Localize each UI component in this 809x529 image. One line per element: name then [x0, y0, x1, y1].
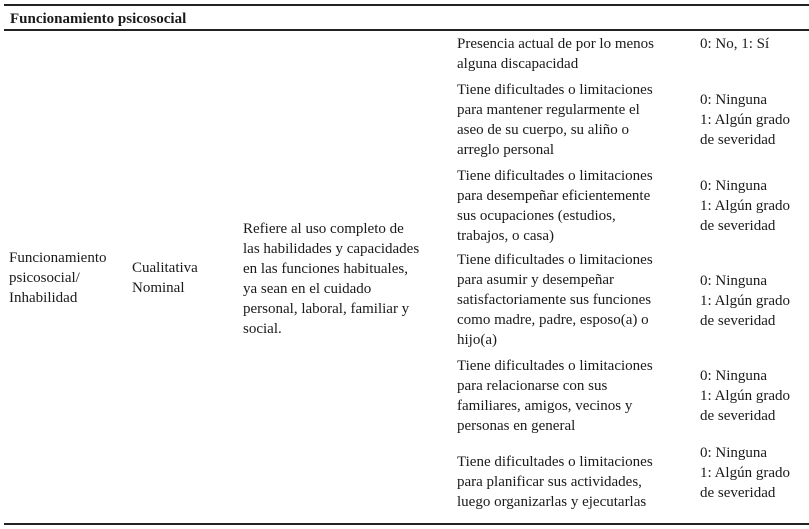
text-line: Funcionamiento	[9, 250, 107, 266]
text-line: para desempeñar eficientemente	[457, 188, 651, 204]
text-line: como madre, padre, esposo(a) o	[457, 312, 649, 328]
text-line: social.	[243, 321, 282, 337]
text-line: de severidad	[700, 132, 776, 148]
text-line: Tiene dificultades o limitaciones	[457, 168, 653, 184]
text-line: para mantener regularmente el	[457, 102, 640, 118]
section-rule	[4, 29, 809, 31]
text-line: 0: Ninguna	[700, 178, 768, 194]
text-line: para relacionarse con sus	[457, 378, 608, 394]
text-line: Tiene dificultades o limitaciones	[457, 82, 653, 98]
table-top-rule	[4, 4, 809, 6]
item-answer	[700, 176, 808, 236]
text-line: aseo de su cuerpo, su aliño o	[457, 122, 630, 138]
text-line: 1: Algún grado	[700, 388, 790, 404]
table-bottom-rule	[4, 523, 809, 525]
text-line: alguna discapacidad	[457, 56, 579, 72]
variable-definition	[243, 219, 443, 339]
text-line: 1: Algún grado	[700, 112, 790, 128]
text-line: de severidad	[700, 313, 776, 329]
item-answer	[700, 271, 808, 331]
text-line: Inhabilidad	[9, 290, 78, 306]
text-line: Tiene dificultades o limitaciones	[457, 454, 653, 470]
text-line: 1: Algún grado	[700, 198, 790, 214]
text-line: luego organizarlas y ejecutarlas	[457, 494, 647, 510]
text-line: de severidad	[700, 485, 776, 501]
text-line: 0: Ninguna	[700, 368, 768, 384]
text-line: 0: Ninguna	[700, 92, 768, 108]
section-title: Funcionamiento psicosocial	[10, 11, 187, 27]
text-line: en las funciones habituales,	[243, 261, 408, 277]
item-question	[457, 356, 682, 436]
variable-type	[132, 258, 232, 298]
item-answer	[700, 34, 808, 54]
text-line: personas en general	[457, 418, 576, 434]
text-line: para planificar sus actividades,	[457, 474, 642, 490]
item-answer	[700, 443, 808, 503]
text-line: trabajos, o casa)	[457, 228, 555, 244]
text-line: Presencia actual de por lo menos	[457, 36, 655, 52]
text-line: ya sean en el cuidado	[243, 281, 372, 297]
item-question	[457, 250, 682, 350]
text-line: hijo(a)	[457, 332, 497, 348]
text-line: las habilidades y capacidades	[243, 241, 420, 257]
text-line: 0: Ninguna	[700, 273, 768, 289]
text-line: Tiene dificultades o limitaciones	[457, 252, 653, 268]
text-line: Cualitativa	[132, 260, 198, 276]
text-line: personal, laboral, familiar y	[243, 301, 410, 317]
text-line: arreglo personal	[457, 142, 555, 158]
text-line: de severidad	[700, 218, 776, 234]
text-line: Nominal	[132, 280, 185, 296]
item-question	[457, 80, 682, 160]
text-line: 1: Algún grado	[700, 293, 790, 309]
item-answer	[700, 366, 808, 426]
text-line: 0: No, 1: Sí	[700, 36, 770, 52]
variable-name	[9, 248, 124, 308]
text-line: Tiene dificultades o limitaciones	[457, 358, 653, 374]
text-line: de severidad	[700, 408, 776, 424]
text-line: satisfactoriamente sus funciones	[457, 292, 652, 308]
item-question	[457, 34, 682, 74]
text-line: Refiere al uso completo de	[243, 221, 404, 237]
text-line: para asumir y desempeñar	[457, 272, 615, 288]
text-line: 1: Algún grado	[700, 465, 790, 481]
text-line: 0: Ninguna	[700, 445, 768, 461]
item-question	[457, 452, 682, 512]
item-question	[457, 166, 682, 246]
item-answer	[700, 90, 808, 150]
text-line: familiares, amigos, vecinos y	[457, 398, 633, 414]
text-line: sus ocupaciones (estudios,	[457, 208, 616, 224]
text-line: psicosocial/	[9, 270, 80, 286]
